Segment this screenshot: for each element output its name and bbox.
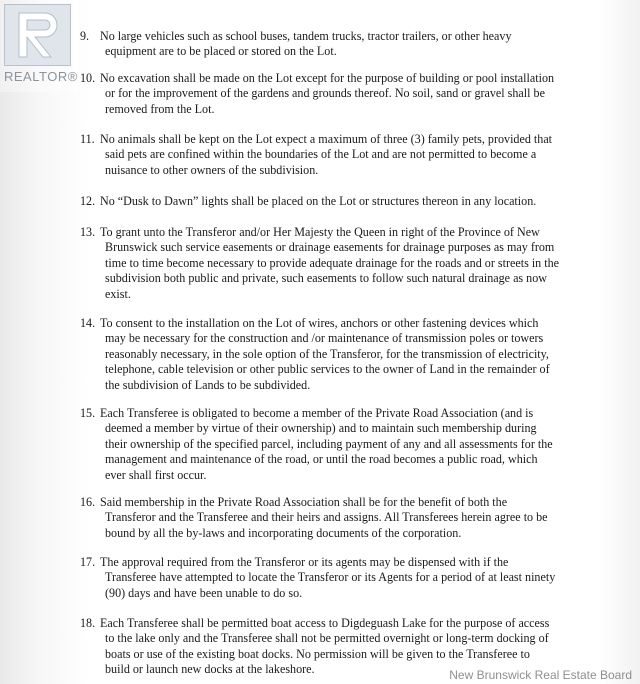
- clause-line: To grant unto the Transferor and/or Her Majesty the Queen in right of the Province of New: [100, 225, 540, 239]
- clause-number: 17.: [80, 555, 96, 569]
- clause-9: [80, 29, 620, 60]
- clause-line: nuisance to other owners of the subdivision.: [105, 162, 319, 177]
- clause-line: reasonably necessary, in the sole option of the Transferor, for the transmission of electricity,: [105, 346, 549, 361]
- clause-13: [80, 225, 620, 302]
- clause-line: to the lake only and the Transferee shall not be permitted overnight or long-term docking of: [105, 631, 549, 646]
- clause-line: bound by all the by-laws and incorporating documents of the corporation.: [105, 525, 462, 540]
- clause-line: Brunswick such service easements or drainage easements for drainage purposes as may from: [105, 240, 555, 255]
- clause-15: [80, 406, 620, 483]
- clause-line: may be necessary for the construction and /or maintenance of transmission poles or towers: [105, 331, 544, 346]
- clause-line: No large vehicles such as school buses, tandem trucks, tractor trailers, or other heavy: [100, 29, 512, 43]
- clause-line: exist.: [105, 286, 131, 301]
- clause-line: management and maintenance of the road, or until the road becomes a public road, which: [105, 452, 538, 467]
- clause-line: deemed a member by virtue of their ownership) and to maintain such membership during: [105, 421, 537, 436]
- clause-number: 15.: [80, 406, 96, 420]
- clause-line: build or launch new docks at the lakeshore.: [105, 662, 315, 677]
- clause-line: No “Dusk to Dawn” lights shall be placed on the Lot or structures thereon in any location.: [100, 194, 537, 208]
- clause-line: The approval required from the Transferor or its agents may be dispensed with if the: [100, 555, 509, 569]
- clause-12: [80, 194, 620, 209]
- clause-number: 9.: [80, 29, 90, 43]
- clause-line: ever shall first occur.: [105, 467, 207, 482]
- clause-line: time to time become necessary to provide adequate drainage for the roads and or streets in the: [105, 255, 560, 270]
- clause-number: 18.: [80, 616, 96, 630]
- clause-line: Transferee have attempted to locate the Transferor or its Agents for a period of at least ninety: [105, 570, 556, 585]
- clause-number: 13.: [80, 225, 96, 239]
- document-page: [80, 20, 620, 684]
- clause-number: 11.: [80, 132, 95, 146]
- clause-line: the subdivision of Lands to be subdivided.: [105, 377, 311, 392]
- clause-line: boats or use of the existing boat docks. No permission will be given to the Transferee to: [105, 646, 530, 661]
- clause-10: [80, 71, 620, 117]
- clause-14: [80, 316, 620, 393]
- board-watermark: New Brunswick Real Estate Board: [449, 668, 632, 682]
- clause-line: To consent to the installation on the Lot of wires, anchors or other fastening devices which: [100, 316, 539, 330]
- clause-line: Transferor and the Transferee and their heirs and assigns. All Transferees herein agree to be: [105, 510, 548, 525]
- clause-line: Each Transferee is obligated to become a member of the Private Road Association (and is: [100, 406, 534, 420]
- clause-17: [80, 555, 620, 601]
- realtor-logo-text: REALTOR®: [4, 69, 78, 84]
- clause-number: 12.: [80, 194, 96, 208]
- clause-number: 14.: [80, 316, 96, 330]
- clause-number: 16.: [80, 495, 96, 509]
- clause-16: [80, 495, 620, 541]
- clause-line: telephone, cable television or other public services to the owner of Land in the remainder of: [105, 362, 550, 377]
- realtor-logo-icon: [4, 4, 71, 66]
- clause-line: removed from the Lot.: [105, 101, 215, 116]
- clause-line: or for the improvement of the gardens and grounds thereof. No soil, sand or gravel shall be: [105, 86, 545, 101]
- clause-line: Each Transferee shall be permitted boat access to Digdeguash Lake for the purpose of access: [100, 616, 550, 630]
- clause-line: subdivision both public and private, such easements to follow such natural drainage as now: [105, 271, 547, 286]
- clause-line: No animals shall be kept on the Lot expect a maximum of three (3) family pets, provided that: [100, 132, 553, 146]
- clause-number: 10.: [80, 71, 96, 85]
- clause-line: equipment are to be placed or stored on the Lot.: [105, 44, 337, 59]
- clause-line: (90) days and have been unable to do so.: [105, 585, 303, 600]
- clause-line: No excavation shall be made on the Lot except for the purpose of building or pool installation: [100, 71, 555, 85]
- clause-line: their ownership of the specified parcel, including payment of any and all assessments for the: [105, 436, 553, 451]
- clause-11: [80, 132, 620, 178]
- realtor-logo: [0, 0, 78, 92]
- clause-line: Said membership in the Private Road Association shall be for the benefit of both the: [100, 495, 508, 509]
- clause-line: said pets are confined within the boundaries of the Lot and are not permitted to become a: [105, 147, 537, 162]
